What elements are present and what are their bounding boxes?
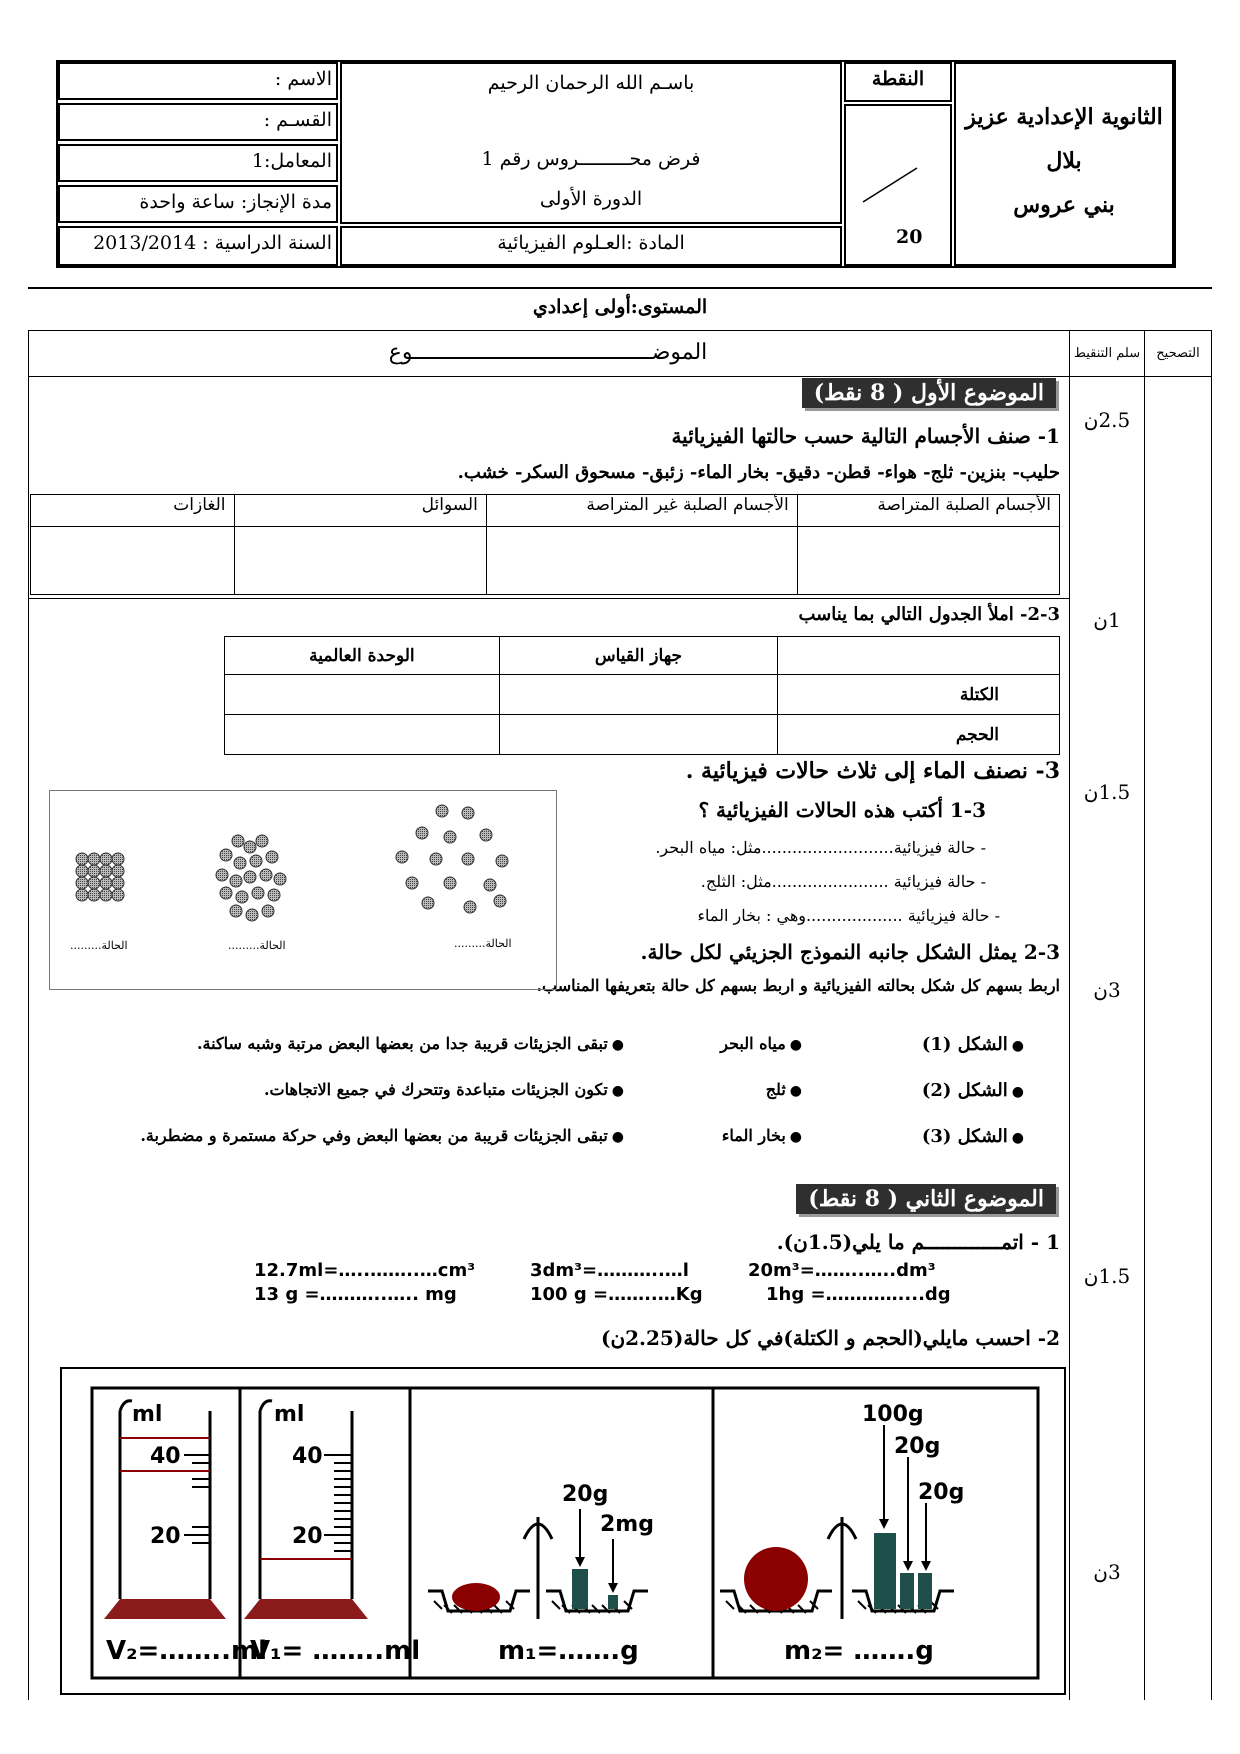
liquid-model	[216, 835, 286, 921]
grade-2: 1ن	[1093, 608, 1121, 632]
weight-100g: 100g	[862, 1402, 924, 1427]
match-def-1[interactable]: ● تبقى الجزيئات قريبة جدا من بعضها البعض مرتبة وشبه ساكنة.	[197, 1034, 624, 1053]
weight-2mg: 2mg	[600, 1512, 654, 1537]
match-state-2[interactable]: ● ثلج	[766, 1080, 802, 1099]
conv-1[interactable]: 12.7ml=…..……..…cm³	[254, 1260, 476, 1281]
match-shape-2[interactable]: ● الشكل (2)	[922, 1080, 1024, 1101]
weight-20g-1: 20g	[562, 1482, 609, 1507]
weight-20g-3: 20g	[918, 1480, 965, 1505]
duration-label: مدة الإنجاز: ساعة واحدة	[139, 191, 332, 213]
q3-text: 3- نصنف الماء إلى ثلاث حالات فيزيائية .	[685, 758, 1060, 784]
conv-4[interactable]: 13 g =………..….. mg	[254, 1284, 457, 1305]
name-label: الاسم :	[274, 68, 332, 90]
match-state-1[interactable]: ● مياه البحر	[720, 1034, 802, 1053]
measurement-table	[224, 636, 1060, 755]
score-slash	[860, 165, 920, 205]
match-state-3[interactable]: ● بخار الماء	[722, 1126, 802, 1145]
coef-label: المعامل:1	[251, 150, 332, 172]
th-gases: الغازات	[31, 495, 235, 527]
molecule-figure	[49, 790, 557, 990]
basmala: باسـم الله الرحمان الرحيم	[487, 72, 695, 94]
answer-cell[interactable]	[499, 715, 777, 755]
answer-cell[interactable]	[234, 527, 486, 595]
q3-2-text: 2-3 يمثل الشكل جانبه النموذج الجزيئي لكل حالة.	[640, 940, 1060, 964]
school-line2: بلال	[1046, 148, 1082, 174]
unit-ml-1: ml	[274, 1402, 305, 1427]
answer-cell[interactable]	[225, 715, 500, 755]
conv-2[interactable]: 3dm³=………..…l	[530, 1260, 689, 1281]
state-label-2: الحالة.........	[228, 939, 286, 952]
th-empty	[778, 637, 1060, 675]
th-unit: الوحدة العالمية	[225, 637, 500, 675]
score-max: 20	[896, 226, 923, 248]
q1-text: 1- صنف الأجسام التالية حسب حالتها الفيزيائية	[671, 424, 1060, 448]
molecule-models	[50, 791, 556, 989]
th-compact-solids: الأجسام الصلبة المتراصة	[797, 495, 1059, 527]
state-label-1: الحالة.........	[70, 939, 128, 952]
q3-line-2: - حالة فيزيائية .......................مثل: الثلج.	[700, 872, 986, 891]
answer-cell[interactable]	[225, 675, 500, 715]
th-liquids: السوائل	[234, 495, 486, 527]
tick-40-2: 40	[150, 1444, 181, 1469]
classification-table	[30, 494, 1060, 595]
grade-6: 3ن	[1093, 1560, 1121, 1584]
q1-list: حليب- بنزين- ثلج- هواء- قطن- دقيق- بخار الماء- زئبق- مسحوق السكر- خشب.	[457, 462, 1060, 483]
q3-2b-text: اربط بسهم كل شكل بحالته الفيزيائية و اربط بسهم كل حالة بتعريفها المناسب.	[536, 976, 1060, 995]
class-label: القسـم :	[263, 109, 332, 131]
p2-q1-text: 1 - اتمـــــــــــــم ما يلي(1.5ن).	[776, 1230, 1060, 1254]
grading-header: سلم التنقيط	[1073, 346, 1141, 361]
conv-3[interactable]: 20m³=……..…..dm³	[748, 1260, 936, 1281]
topic-header: الموضـــــــــــــــــــــــــــــــــــــوع	[388, 340, 708, 365]
m2-label: m₂= …….g	[784, 1636, 934, 1666]
correction-header: التصحيح	[1156, 346, 1200, 361]
school-line3: بني عروس	[1013, 192, 1115, 218]
th-instrument: جهاز القياس	[499, 637, 777, 675]
grade-5: 1.5ن	[1083, 1264, 1131, 1288]
gas-model	[396, 805, 508, 913]
tick-20-1: 20	[292, 1524, 323, 1549]
graduated-cylinder-1	[244, 1401, 368, 1619]
p2-q2-text: 2- احسب مايلي(الحجم و الكتلة)في كل حالة(2.25ن)	[600, 1326, 1060, 1350]
level: المستوى:أولى إعدادي	[532, 296, 708, 318]
grade-4: 3ن	[1093, 978, 1121, 1002]
header-divider	[28, 287, 1212, 289]
solid-model	[76, 853, 124, 901]
state-label-3: الحالة.........	[454, 937, 512, 950]
tick-40-1: 40	[292, 1444, 323, 1469]
answer-cell[interactable]	[31, 527, 235, 595]
year-label: السنة الدراسية : 2013/2014	[93, 232, 332, 254]
v1-label: V₁= ……..ml	[250, 1636, 421, 1666]
q3-line-1: - حالة فيزيائية..........................مثل: مياه البحر.	[655, 838, 986, 857]
session: الدورة الأولى	[539, 188, 643, 210]
conv-5[interactable]: 100 g =……..…Kg	[530, 1284, 703, 1305]
q2-text: 2-3- املأ الجدول التالي بما يناسب	[798, 604, 1060, 625]
q3-line-3: - حالة فيزيائية ...................وهي : بخار الماء	[697, 906, 1000, 925]
grade-3: 1.5ن	[1083, 780, 1131, 804]
match-def-3[interactable]: ● تبقى الجزيئات قريبة من بعضها البعض وفي حركة مستمرة و مضطربة.	[140, 1126, 624, 1145]
match-def-2[interactable]: ● تكون الجزيئات متباعدة وتتحرك في جميع الاتجاهات.	[264, 1080, 624, 1099]
answer-cell[interactable]	[797, 527, 1059, 595]
th-noncompact-solids: الأجسام الصلبة غير المتراصة	[486, 495, 797, 527]
match-shape-1[interactable]: ● الشكل (1)	[922, 1034, 1024, 1055]
unit-ml-2: ml	[132, 1402, 163, 1427]
q3-1-text: 1-3 أكتب هذه الحالات الفيزيائية ؟	[698, 798, 986, 822]
score-label: النقطة	[871, 68, 925, 90]
measurement-panels	[62, 1369, 1064, 1693]
answer-cell[interactable]	[486, 527, 797, 595]
part2-title: الموضوع الثاني ( 8 نقط)	[796, 1184, 1056, 1214]
weight-20g-2: 20g	[894, 1434, 941, 1459]
answer-cell[interactable]	[499, 675, 777, 715]
m1-label: m₁=…….g	[498, 1636, 639, 1666]
part1-title: الموضوع الأول ( 8 نقط)	[802, 378, 1056, 408]
measurement-figure	[60, 1367, 1066, 1695]
row-volume: الحجم	[778, 715, 1060, 755]
school-line1: الثانوية الإعدادية عزيز	[965, 104, 1163, 130]
tick-20-2: 20	[150, 1524, 181, 1549]
row-mass: الكتلة	[778, 675, 1060, 715]
subject: المادة :العـلوم الفيزيائية	[497, 232, 685, 254]
graduated-cylinder-2	[104, 1401, 226, 1619]
conv-6[interactable]: 1hg =…………....dg	[766, 1284, 951, 1305]
exam-title: فرض محـــــــــروس رقم 1	[481, 148, 701, 170]
v2-label: V₂=……..ml	[106, 1636, 268, 1666]
match-shape-3[interactable]: ● الشكل (3)	[922, 1126, 1024, 1147]
grade-1: 2.5ن	[1083, 408, 1131, 432]
